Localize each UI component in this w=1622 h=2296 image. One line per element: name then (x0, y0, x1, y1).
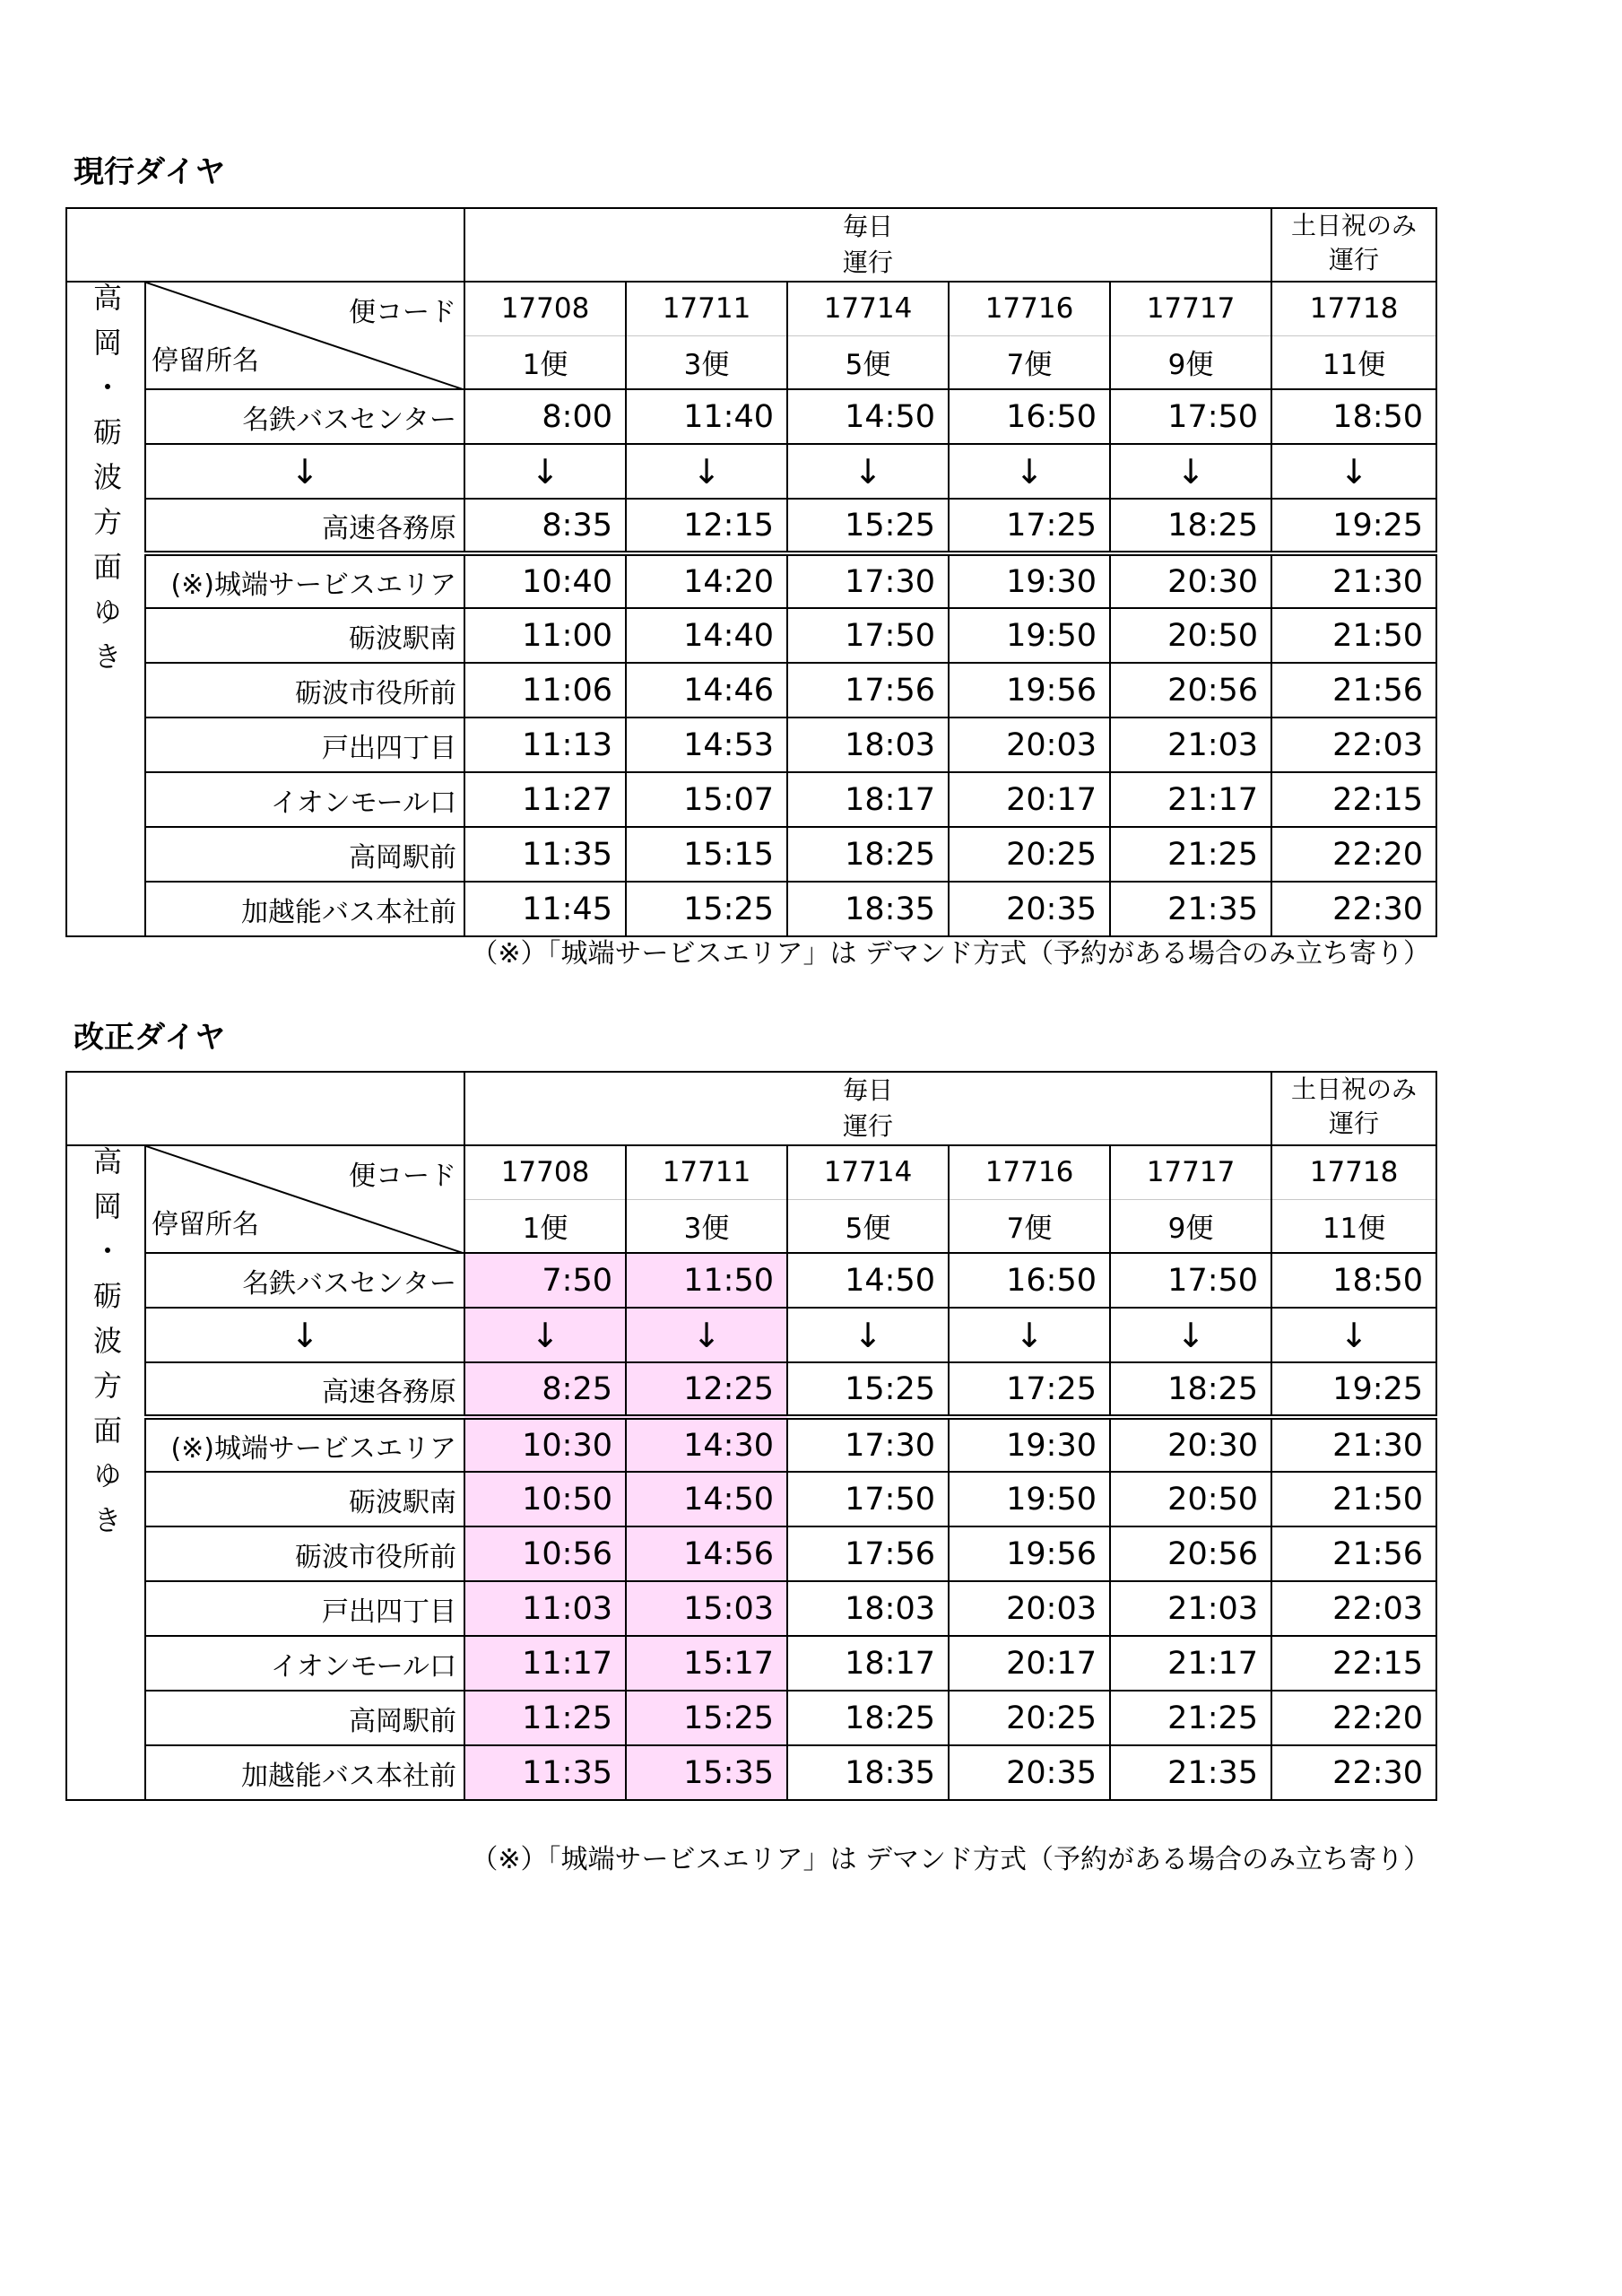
arrow-cell: ↓ (464, 1308, 626, 1362)
time-cell: 8:35 (464, 499, 626, 553)
time-cell: 12:15 (626, 499, 787, 553)
time-cell: 22:30 (1271, 882, 1436, 936)
time-cell: 15:35 (626, 1745, 787, 1800)
stop-name: 加越能バス本社前 (145, 1745, 464, 1800)
time-cell: 21:17 (1110, 772, 1271, 827)
trip-number: 7便 (949, 1199, 1110, 1253)
time-cell: 11:17 (464, 1636, 626, 1691)
trip-number: 1便 (464, 1199, 626, 1253)
stop-name: 高速各務原 (145, 1362, 464, 1417)
time-cell: 20:25 (949, 827, 1110, 882)
time-cell: 11:00 (464, 608, 626, 663)
time-cell: 19:56 (949, 663, 1110, 718)
time-cell: 19:56 (949, 1526, 1110, 1581)
trip-code: 17714 (787, 282, 949, 335)
time-cell: 18:25 (1110, 1362, 1271, 1417)
time-cell: 21:03 (1110, 718, 1271, 772)
time-cell: 10:56 (464, 1526, 626, 1581)
trip-number: 9便 (1110, 335, 1271, 389)
time-cell: 19:50 (949, 608, 1110, 663)
stop-name: 名鉄バスセンター (145, 1253, 464, 1308)
stop-name: ↓ (145, 444, 464, 499)
time-cell: 21:17 (1110, 1636, 1271, 1691)
time-cell: 22:20 (1271, 827, 1436, 882)
trip-number: 1便 (464, 335, 626, 389)
header-daily-cell (464, 1072, 1271, 1145)
trip-code: 17716 (949, 1145, 1110, 1199)
timetable-revised (65, 1071, 1437, 1801)
stop-name: 砺波駅南 (145, 608, 464, 663)
time-cell: 21:35 (1110, 882, 1271, 936)
trip-code: 17718 (1271, 282, 1436, 335)
time-cell: 18:50 (1271, 1253, 1436, 1308)
stop-name: 砺波駅南 (145, 1472, 464, 1526)
trip-number: 9便 (1110, 1199, 1271, 1253)
stop-name: (※)城端サービスエリア (145, 1417, 464, 1472)
stop-name: イオンモール口 (145, 1636, 464, 1691)
arrow-cell: ↓ (949, 1308, 1110, 1362)
time-cell: 18:35 (787, 1745, 949, 1800)
time-cell: 19:25 (1271, 499, 1436, 553)
time-cell: 10:40 (464, 553, 626, 608)
arrow-cell: ↓ (787, 444, 949, 499)
time-cell: 15:25 (787, 499, 949, 553)
time-cell: 11:27 (464, 772, 626, 827)
section-title-revised: 改正ダイヤ (74, 1020, 226, 1056)
trip-code: 17717 (1110, 282, 1271, 335)
stop-header-label: 停留所名 (152, 345, 259, 377)
time-cell: 15:25 (626, 882, 787, 936)
trip-code: 17708 (464, 282, 626, 335)
time-cell: 10:50 (464, 1472, 626, 1526)
time-cell: 14:50 (787, 1253, 949, 1308)
time-cell: 11:35 (464, 1745, 626, 1800)
time-cell: 22:30 (1271, 1745, 1436, 1800)
time-cell: 20:35 (949, 882, 1110, 936)
time-cell: 18:17 (787, 772, 949, 827)
trip-code: 17714 (787, 1145, 949, 1199)
header-daily-cell (464, 208, 1271, 282)
arrow-cell: ↓ (464, 444, 626, 499)
time-cell: 17:25 (949, 1362, 1110, 1417)
section-title-current: 現行ダイヤ (74, 154, 226, 190)
trip-number: 11便 (1271, 335, 1436, 389)
stop-name: 高速各務原 (145, 499, 464, 553)
time-cell: 15:25 (787, 1362, 949, 1417)
time-cell: 11:03 (464, 1581, 626, 1636)
time-cell: 20:30 (1110, 1417, 1271, 1472)
time-cell: 11:50 (626, 1253, 787, 1308)
time-cell: 21:56 (1271, 1526, 1436, 1581)
time-cell: 15:07 (626, 772, 787, 827)
footnote-revised: （※）「城端サービスエリア」は デマンド方式（予約がある場合のみ立ち寄り） (471, 1844, 1430, 1875)
time-cell: 14:56 (626, 1526, 787, 1581)
header-weekend-line1: 土日祝のみ (1291, 211, 1418, 240)
time-cell: 14:50 (787, 389, 949, 444)
trip-number: 3便 (626, 1199, 787, 1253)
time-cell: 21:50 (1271, 1472, 1436, 1526)
time-cell: 14:40 (626, 608, 787, 663)
time-cell: 17:50 (1110, 389, 1271, 444)
time-cell: 22:15 (1271, 1636, 1436, 1691)
time-cell: 17:30 (787, 1417, 949, 1472)
time-cell: 19:30 (949, 1417, 1110, 1472)
trip-code: 17711 (626, 1145, 787, 1199)
header-daily-line2: 運行 (843, 248, 894, 277)
time-cell: 18:03 (787, 1581, 949, 1636)
time-cell: 20:56 (1110, 663, 1271, 718)
stop-name: ↓ (145, 1308, 464, 1362)
time-cell: 21:03 (1110, 1581, 1271, 1636)
header-daily-line2: 運行 (843, 1111, 894, 1141)
arrow-cell: ↓ (1271, 1308, 1436, 1362)
time-cell: 21:30 (1271, 1417, 1436, 1472)
time-cell: 20:56 (1110, 1526, 1271, 1581)
time-cell: 22:03 (1271, 718, 1436, 772)
header-weekend-cell (1271, 1072, 1436, 1145)
time-cell: 18:25 (1110, 499, 1271, 553)
time-cell: 17:56 (787, 1526, 949, 1581)
time-cell: 20:03 (949, 1581, 1110, 1636)
stop-name: 名鉄バスセンター (145, 389, 464, 444)
trip-code: 17717 (1110, 1145, 1271, 1199)
time-cell: 8:25 (464, 1362, 626, 1417)
stop-name: 加越能バス本社前 (145, 882, 464, 936)
trip-code: 17716 (949, 282, 1110, 335)
arrow-cell: ↓ (1110, 1308, 1271, 1362)
arrow-cell: ↓ (949, 444, 1110, 499)
time-cell: 14:30 (626, 1417, 787, 1472)
time-cell: 20:17 (949, 1636, 1110, 1691)
time-cell: 22:15 (1271, 772, 1436, 827)
time-cell: 20:35 (949, 1745, 1110, 1800)
time-cell: 16:50 (949, 389, 1110, 444)
time-cell: 18:25 (787, 1691, 949, 1745)
footnote-current: （※）「城端サービスエリア」は デマンド方式（予約がある場合のみ立ち寄り） (471, 938, 1430, 970)
header-daily-line1: 毎日 (843, 212, 894, 241)
arrow-cell: ↓ (1110, 444, 1271, 499)
time-cell: 15:03 (626, 1581, 787, 1636)
trip-number: 5便 (787, 1199, 949, 1253)
time-cell: 18:03 (787, 718, 949, 772)
stop-name: 戸出四丁目 (145, 1581, 464, 1636)
time-cell: 20:30 (1110, 553, 1271, 608)
header-daily-line1: 毎日 (843, 1075, 894, 1105)
time-cell: 20:50 (1110, 1472, 1271, 1526)
time-cell: 15:15 (626, 827, 787, 882)
time-cell: 21:50 (1271, 608, 1436, 663)
code-header-label: 便コード (349, 1161, 456, 1192)
trip-number: 7便 (949, 335, 1110, 389)
time-cell: 20:50 (1110, 608, 1271, 663)
stop-name: 高岡駅前 (145, 827, 464, 882)
time-cell: 16:50 (949, 1253, 1110, 1308)
time-cell: 19:25 (1271, 1362, 1436, 1417)
stop-name: 砺波市役所前 (145, 663, 464, 718)
time-cell: 18:35 (787, 882, 949, 936)
time-cell: 14:53 (626, 718, 787, 772)
time-cell: 11:06 (464, 663, 626, 718)
time-cell: 10:30 (464, 1417, 626, 1472)
header-weekend-line1: 土日祝のみ (1291, 1074, 1418, 1104)
time-cell: 18:50 (1271, 389, 1436, 444)
time-cell: 17:56 (787, 663, 949, 718)
time-cell: 17:50 (787, 608, 949, 663)
trip-number: 3便 (626, 335, 787, 389)
time-cell: 20:17 (949, 772, 1110, 827)
header-diagonal-cell (145, 1145, 464, 1253)
time-cell: 12:25 (626, 1362, 787, 1417)
time-cell: 19:30 (949, 553, 1110, 608)
time-cell: 11:45 (464, 882, 626, 936)
time-cell: 22:03 (1271, 1581, 1436, 1636)
trip-number: 5便 (787, 335, 949, 389)
time-cell: 11:25 (464, 1691, 626, 1745)
time-cell: 18:17 (787, 1636, 949, 1691)
header-weekend-line2: 運行 (1329, 245, 1380, 274)
trip-code: 17718 (1271, 1145, 1436, 1199)
header-diagonal-cell (145, 282, 464, 389)
time-cell: 18:25 (787, 827, 949, 882)
direction-cell (66, 282, 145, 936)
code-header-label: 便コード (349, 297, 456, 328)
stop-name: (※)城端サービスエリア (145, 553, 464, 608)
stop-name: 戸出四丁目 (145, 718, 464, 772)
time-cell: 14:50 (626, 1472, 787, 1526)
time-cell: 15:25 (626, 1691, 787, 1745)
time-cell: 11:13 (464, 718, 626, 772)
header-weekend-line2: 運行 (1329, 1109, 1380, 1138)
direction-label: 高岡・砺波方面ゆき (89, 283, 123, 686)
arrow-cell: ↓ (787, 1308, 949, 1362)
trip-code: 17708 (464, 1145, 626, 1199)
time-cell: 22:20 (1271, 1691, 1436, 1745)
time-cell: 7:50 (464, 1253, 626, 1308)
time-cell: 21:56 (1271, 663, 1436, 718)
time-cell: 20:03 (949, 718, 1110, 772)
timetable-current (65, 207, 1437, 937)
trip-code: 17711 (626, 282, 787, 335)
time-cell: 8:00 (464, 389, 626, 444)
stop-name: イオンモール口 (145, 772, 464, 827)
time-cell: 17:50 (787, 1472, 949, 1526)
time-cell: 17:25 (949, 499, 1110, 553)
trip-number: 11便 (1271, 1199, 1436, 1253)
stop-name: 高岡駅前 (145, 1691, 464, 1745)
direction-label: 高岡・砺波方面ゆき (89, 1146, 123, 1550)
time-cell: 20:25 (949, 1691, 1110, 1745)
time-cell: 21:30 (1271, 553, 1436, 608)
time-cell: 21:35 (1110, 1745, 1271, 1800)
time-cell: 17:50 (1110, 1253, 1271, 1308)
header-blank-cell (66, 1072, 464, 1145)
header-weekend-cell (1271, 208, 1436, 282)
time-cell: 17:30 (787, 553, 949, 608)
time-cell: 21:25 (1110, 827, 1271, 882)
time-cell: 15:17 (626, 1636, 787, 1691)
time-cell: 21:25 (1110, 1691, 1271, 1745)
time-cell: 11:35 (464, 827, 626, 882)
header-blank-cell (66, 208, 464, 282)
stop-name: 砺波市役所前 (145, 1526, 464, 1581)
time-cell: 19:50 (949, 1472, 1110, 1526)
arrow-cell: ↓ (626, 444, 787, 499)
time-cell: 14:46 (626, 663, 787, 718)
arrow-cell: ↓ (1271, 444, 1436, 499)
direction-cell (66, 1145, 145, 1800)
arrow-cell: ↓ (626, 1308, 787, 1362)
stop-header-label: 停留所名 (152, 1209, 259, 1240)
time-cell: 11:40 (626, 389, 787, 444)
time-cell: 14:20 (626, 553, 787, 608)
